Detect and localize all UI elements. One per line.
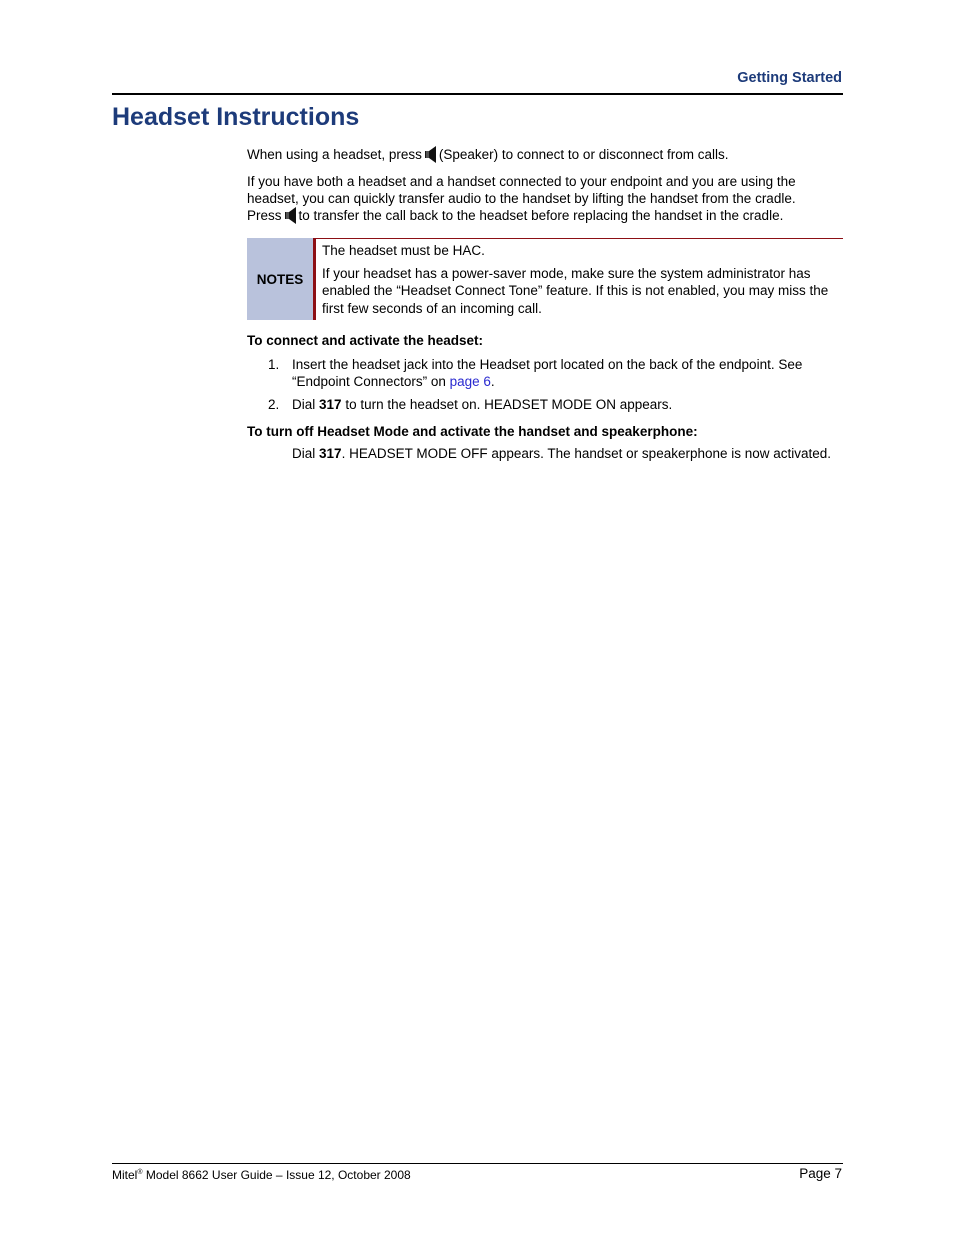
footer-doc-title: Model 8662 User Guide – Issue 12, October 2008: [145, 1168, 411, 1182]
registered-mark: ®: [137, 1169, 143, 1176]
notes-box: [247, 238, 843, 320]
step-number: 2.: [268, 397, 280, 412]
instruction-text: . HEADSET MODE OFF appears. The handset or speakerphone is now activated.: [341, 446, 832, 461]
list-item: [268, 356, 843, 390]
intro-text: (Speaker) to connect to or disconnect from calls.: [438, 147, 729, 162]
step-text: “Endpoint Connectors” on: [292, 374, 446, 389]
turn-off-heading: To turn off Headset Mode and activate the handset and speakerphone:: [247, 424, 698, 439]
intro-text: When using a headset, press: [247, 147, 422, 162]
note-item: The headset must be HAC.: [322, 243, 485, 258]
instruction-text: Dial: [292, 446, 316, 461]
intro-text: headset, you can quickly transfer audio to the handset by lifting the handset from the cradle.: [247, 191, 796, 206]
footer-rule: [112, 1163, 843, 1164]
page-number: Page 7: [799, 1166, 842, 1181]
intro-paragraph-2: [247, 173, 843, 224]
step-text: to turn the headset on. HEADSET MODE ON appears.: [345, 397, 673, 412]
speaker-icon: [425, 146, 436, 163]
intro-text: Press: [247, 208, 282, 223]
header-rule: [112, 93, 843, 95]
page-6-link[interactable]: page 6: [449, 374, 491, 389]
step-text: Insert the headset jack into the Headset port located on the back of the endpoint. See: [292, 357, 803, 372]
section-header: Getting Started: [737, 70, 842, 86]
intro-text: to transfer the call back to the headset before replacing the handset in the cradle.: [298, 208, 784, 223]
turn-off-instruction: [292, 445, 832, 463]
intro-text: If you have both a headset and a handset connected to your endpoint and you are using the: [247, 174, 796, 189]
list-item: [268, 396, 843, 413]
step-number: 1.: [268, 357, 280, 372]
step-text: .: [490, 374, 495, 389]
page-title: Headset Instructions: [112, 103, 360, 131]
note-item: If your headset has a power-saver mode, make sure the system administrator has enabled the “Headset Connect Tone” feature. If this is not enabled, you may miss the first few seconds of an incoming call.: [322, 265, 829, 316]
footer-brand: Mitel: [112, 1168, 138, 1182]
notes-body: [316, 238, 843, 320]
speaker-icon: [285, 207, 296, 224]
step-text: Dial: [292, 397, 316, 412]
footer-doc-info: [112, 1168, 411, 1182]
dial-code: 317: [319, 397, 342, 412]
intro-paragraph-1: [247, 146, 843, 163]
dial-code: 317: [319, 446, 342, 461]
connect-heading: To connect and activate the headset:: [247, 333, 484, 348]
notes-label: NOTES: [247, 238, 313, 320]
